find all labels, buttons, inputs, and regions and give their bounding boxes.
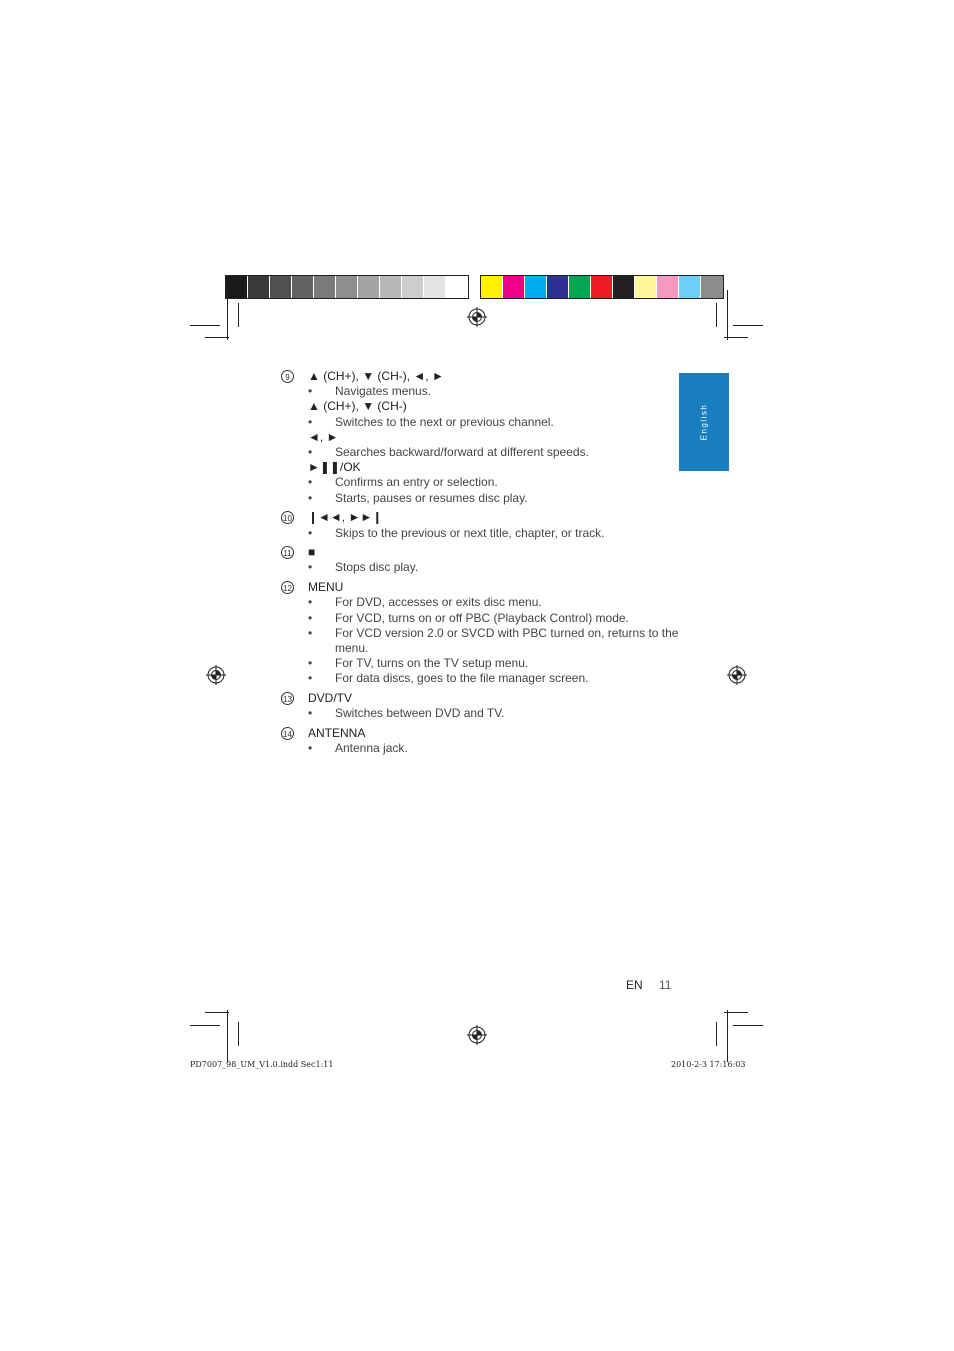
color-swatch bbox=[402, 276, 424, 298]
color-swatch bbox=[226, 276, 248, 298]
color-swatch bbox=[248, 276, 270, 298]
color-swatch bbox=[270, 276, 292, 298]
crop-mark bbox=[238, 1022, 239, 1046]
language-tab-label: English bbox=[699, 403, 709, 441]
description-bullet: • Antenna jack. bbox=[308, 741, 681, 756]
color-swatch bbox=[569, 276, 591, 298]
footer-language: EN bbox=[626, 978, 643, 992]
description-bullet: • Skips to the previous or next title, chapter, or track. bbox=[308, 526, 681, 541]
description-bullet: • For VCD, turns on or off PBC (Playback Control) mode. bbox=[308, 611, 681, 626]
color-swatch bbox=[679, 276, 701, 298]
color-swatch bbox=[547, 276, 569, 298]
color-swatch bbox=[525, 276, 547, 298]
description-bullet: • For TV, turns on the TV setup menu. bbox=[308, 656, 681, 671]
crop-mark bbox=[727, 1010, 728, 1062]
description-bullet: • Switches to the next or previous channel. bbox=[308, 415, 681, 430]
control-section bbox=[281, 545, 681, 575]
description-bullet: • For DVD, accesses or exits disc menu. bbox=[308, 595, 681, 610]
item-number: 9 bbox=[281, 370, 294, 383]
control-label: ■ bbox=[308, 545, 316, 560]
slug-filename: PD7007_98_UM_V1.0.indd Sec1:11 bbox=[190, 1060, 334, 1069]
color-swatch bbox=[446, 276, 468, 298]
crop-mark bbox=[227, 290, 228, 340]
description-bullet: • Switches between DVD and TV. bbox=[308, 706, 681, 721]
control-section bbox=[281, 580, 681, 686]
color-swatch bbox=[657, 276, 679, 298]
crop-mark bbox=[227, 1010, 228, 1062]
crop-mark bbox=[727, 290, 728, 340]
crop-mark bbox=[190, 325, 220, 326]
page-number: 11 bbox=[659, 978, 672, 992]
crop-mark bbox=[716, 303, 717, 327]
registration-target-icon bbox=[206, 665, 226, 685]
color-swatch bbox=[380, 276, 402, 298]
item-number: 12 bbox=[281, 581, 294, 594]
color-swatch bbox=[591, 276, 613, 298]
language-tab bbox=[679, 373, 729, 471]
description-bullet: • Starts, pauses or resumes disc play. bbox=[308, 491, 681, 506]
control-section bbox=[281, 726, 681, 756]
crop-mark bbox=[238, 303, 239, 327]
color-swatch bbox=[635, 276, 657, 298]
description-bullet: • For VCD version 2.0 or SVCD with PBC turned on, returns to the menu. bbox=[308, 626, 681, 656]
control-label: ANTENNA bbox=[308, 725, 366, 740]
registration-target-icon bbox=[467, 1025, 487, 1045]
control-section bbox=[281, 510, 681, 540]
control-section bbox=[281, 691, 681, 721]
control-label: DVD/TV bbox=[308, 691, 353, 706]
control-label: ❙◄◄, ►►❙ bbox=[308, 510, 383, 525]
color-swatch bbox=[336, 276, 358, 298]
color-swatch bbox=[358, 276, 380, 298]
control-label: ►❚❚/OK bbox=[308, 460, 361, 475]
control-label: ◄, ► bbox=[308, 429, 339, 444]
description-bullet: • Confirms an entry or selection. bbox=[308, 475, 681, 490]
color-swatch bbox=[424, 276, 446, 298]
description-bullet: • For data discs, goes to the file manager screen. bbox=[308, 671, 681, 686]
color-swatch bbox=[613, 276, 635, 298]
color-calibration-bar-color bbox=[480, 275, 724, 299]
control-label: MENU bbox=[308, 580, 344, 595]
control-label: ▲ (CH+), ▼ (CH-) bbox=[308, 399, 407, 414]
registration-target-icon bbox=[467, 307, 487, 327]
controls-description-list bbox=[281, 369, 681, 761]
crop-mark bbox=[205, 337, 229, 338]
crop-mark bbox=[205, 1012, 229, 1013]
crop-mark bbox=[716, 1022, 717, 1046]
color-swatch bbox=[292, 276, 314, 298]
item-number: 11 bbox=[281, 546, 294, 559]
color-swatch bbox=[481, 276, 503, 298]
control-section bbox=[281, 369, 681, 506]
description-bullet: • Navigates menus. bbox=[308, 384, 681, 399]
color-calibration-bar-gray bbox=[225, 275, 469, 299]
item-number: 14 bbox=[281, 727, 294, 740]
slug-datetime: 2010-2-3 17:16:03 bbox=[671, 1060, 746, 1069]
item-number: 13 bbox=[281, 692, 294, 705]
crop-mark bbox=[733, 325, 763, 326]
crop-mark bbox=[190, 1025, 220, 1026]
color-swatch bbox=[701, 276, 723, 298]
color-swatch bbox=[314, 276, 336, 298]
description-bullet: • Searches backward/forward at different speeds. bbox=[308, 445, 681, 460]
crop-mark bbox=[733, 1025, 763, 1026]
description-bullet: • Stops disc play. bbox=[308, 560, 681, 575]
registration-target-icon bbox=[727, 665, 747, 685]
item-number: 10 bbox=[281, 511, 294, 524]
color-swatch bbox=[503, 276, 525, 298]
control-label: ▲ (CH+), ▼ (CH-), ◄, ► bbox=[308, 369, 444, 383]
